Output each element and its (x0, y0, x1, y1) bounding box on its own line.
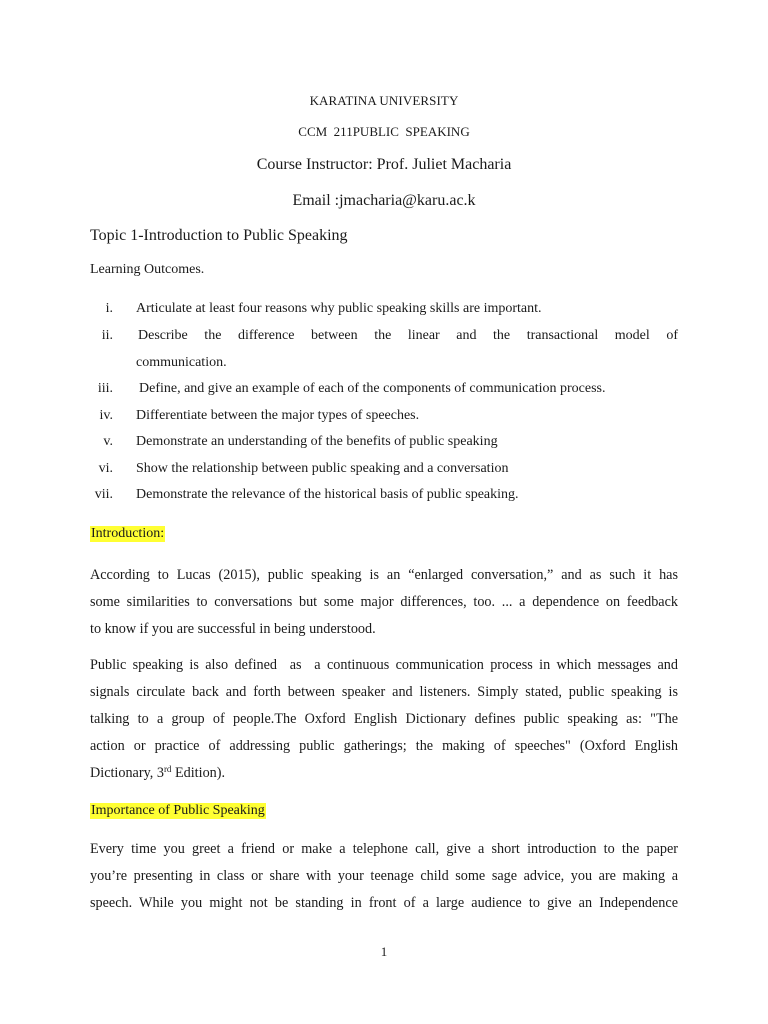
citation-text-end: Edition). (171, 765, 226, 781)
paragraph-line: Every time you greet a friend or make a telephone call, give a short introduction to the paper (90, 841, 678, 857)
edition-superscript: rd (163, 764, 172, 774)
list-item-text: Articulate at least four reasons why public speaking skills are important. (136, 301, 542, 316)
instructor-email: Email :jmacharia@karu.ac.k (292, 192, 476, 209)
importance-heading: Importance of Public Speaking (91, 803, 265, 818)
list-item-number: i. (105, 301, 113, 316)
list-item-number: vii. (94, 487, 113, 502)
paragraph-line: some similarities to conversations but some major differences, too. ... a dependence on feedback (90, 594, 678, 610)
list-item-text: Demonstrate an understanding of the benefits of public speaking (136, 434, 498, 449)
paragraph-line: action or practice of addressing public gatherings; the making of speeches" (Oxford English (90, 738, 678, 754)
introduction-paragraph-2 (90, 652, 678, 787)
introduction-heading: Introduction: (91, 526, 165, 541)
page-number: 1 (380, 944, 388, 959)
list-item-number: vi. (98, 461, 113, 476)
list-item-number: v. (103, 434, 113, 449)
list-item-number: iii. (97, 381, 113, 396)
learning-outcomes-heading: Learning Outcomes. (90, 262, 205, 277)
importance-paragraph (90, 836, 678, 917)
introduction-paragraph-1 (90, 562, 678, 643)
list-item-number: ii. (101, 328, 113, 343)
list-item-text: Differentiate between the major types of speeches. (136, 408, 420, 423)
paragraph-line: Public speaking is also defined as a continuous communication process in which messages and (90, 657, 678, 673)
list-item-text: Demonstrate the relevance of the historical basis of public speaking. (136, 487, 519, 502)
course-code: CCM 211PUBLIC SPEAKING (298, 124, 470, 139)
paragraph-line (90, 760, 678, 787)
course-instructor: Course Instructor: Prof. Juliet Macharia (256, 156, 512, 173)
list-item-text: Define, and give an example of each of the components of communication process. (139, 381, 606, 396)
paragraph-line: you’re presenting in class or share with your teenage child some sage advice, you are making a (90, 868, 678, 884)
list-item-text: Show the relationship between public speaking and a conversation (136, 461, 509, 476)
list-item-number: iv. (99, 408, 113, 423)
paragraph-line: signals circulate back and forth between speaker and listeners. Simply stated, public speaking is (90, 684, 678, 700)
paragraph-line: talking to a group of people.The Oxford English Dictionary defines public speaking as: "The (90, 711, 678, 727)
paragraph-line: speech. While you might not be standing in front of a large audience to give an Independence (90, 895, 678, 911)
citation-text: Dictionary, 3 (90, 765, 164, 781)
university-name: KARATINA UNIVERSITY (309, 93, 459, 108)
paragraph-line: to know if you are successful in being understood. (90, 621, 376, 637)
list-item-text-continued: communication. (136, 355, 227, 370)
list-item-text: Describe the difference between the linear and the transactional model of (138, 328, 678, 343)
topic-title: Topic 1-Introduction to Public Speaking (90, 227, 348, 244)
paragraph-line: According to Lucas (2015), public speaking is an “enlarged conversation,” and as such it has (90, 567, 678, 583)
